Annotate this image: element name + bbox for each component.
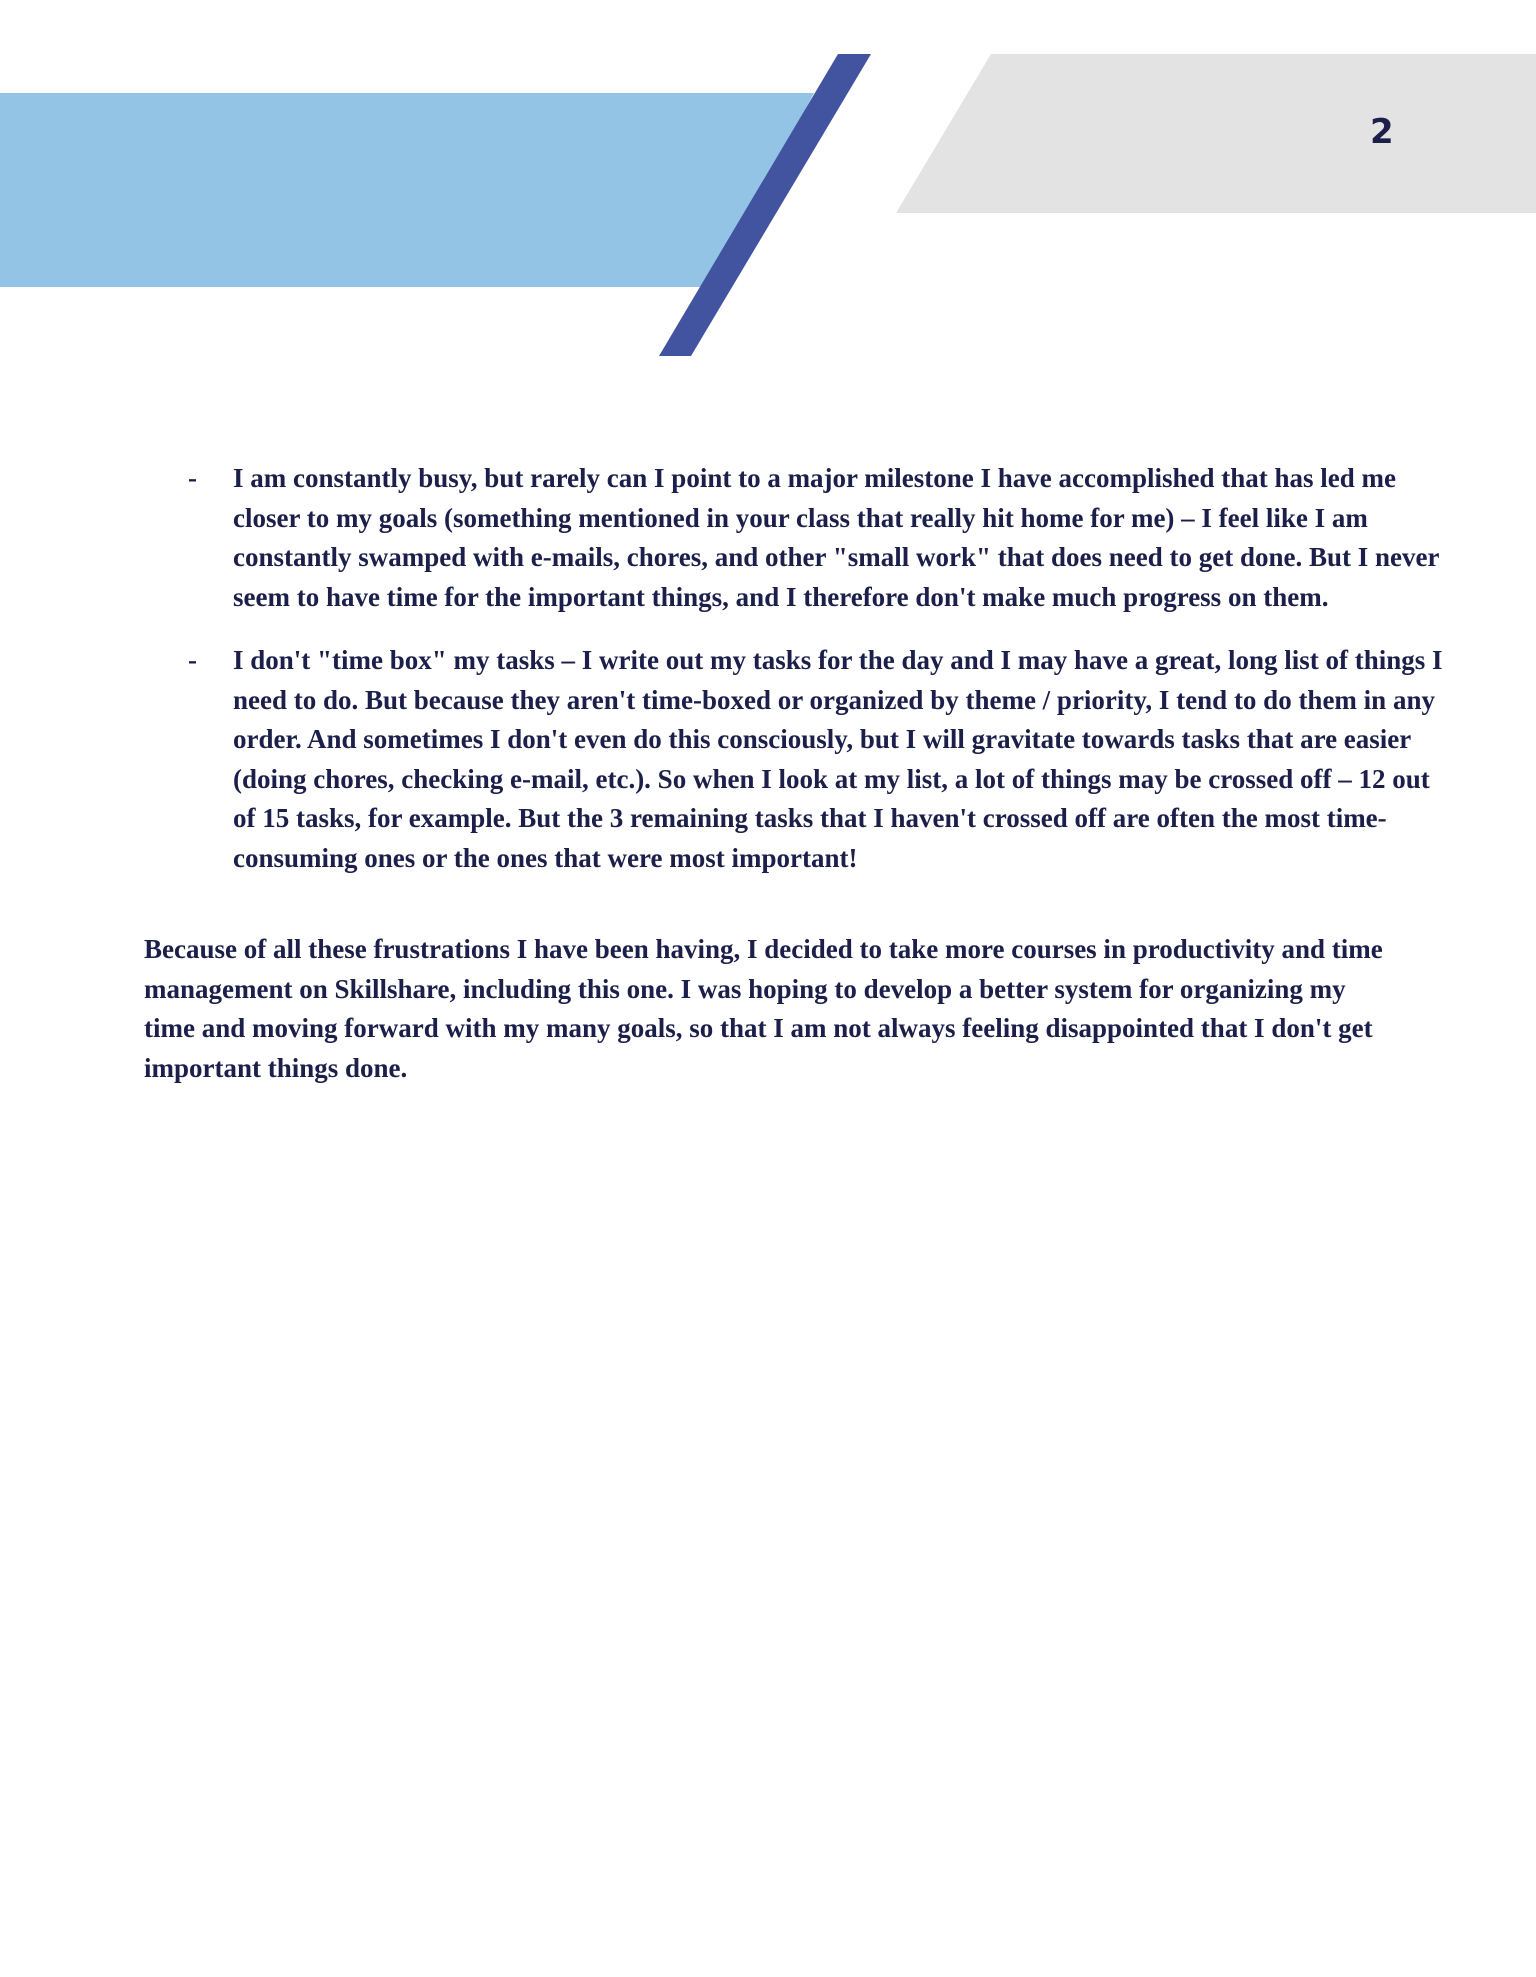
- bullet-item: [144, 459, 1444, 617]
- document-body: [144, 459, 1443, 1088]
- bullet-dash: -: [188, 463, 197, 493]
- bullet-dash: -: [188, 645, 197, 675]
- bullet-text: I am constantly busy, but rarely can I point to a major milestone I have accomplished that has led me closer to my goals (something mentioned in your class that really hit home for me) – I feel like I am constantly swamped with e-mails, chores, and other "small work" that does need to get done. But I never seem to have time for the important things, and I therefore don't make much progress on them.: [233, 463, 1439, 612]
- bullet-item: [144, 641, 1444, 878]
- bullet-text: I don't "time box" my tasks – I write out my tasks for the day and I may have a great, long list of things I need to do. But because they aren't time-boxed or organized by theme / priority, I tend to do them in any order. And sometimes I don't even do this consciously, but I will gravitate towards tasks that are easier (doing chores, checking e-mail, etc.). So when I look at my list, a lot of things may be crossed off – 12 out of 15 tasks, for example. But the 3 remaining tasks that I haven't crossed off are often the most time-consuming ones or the ones that were most important!: [233, 645, 1443, 873]
- header-graphic: [0, 0, 1536, 360]
- light-blue-band: [0, 93, 814, 287]
- gray-band: [896, 54, 1536, 213]
- bullet-list: [144, 459, 1443, 878]
- closing-paragraph: Because of all these frustrations I have been having, I decided to take more courses in productivity and time management on Skillshare, including this one. I was hoping to develop a better system for organizing my time and moving forward with my many goals, so that I am not always feeling disappointed that I don't get important things done.: [144, 934, 1383, 1083]
- page-number: 2: [1370, 112, 1394, 152]
